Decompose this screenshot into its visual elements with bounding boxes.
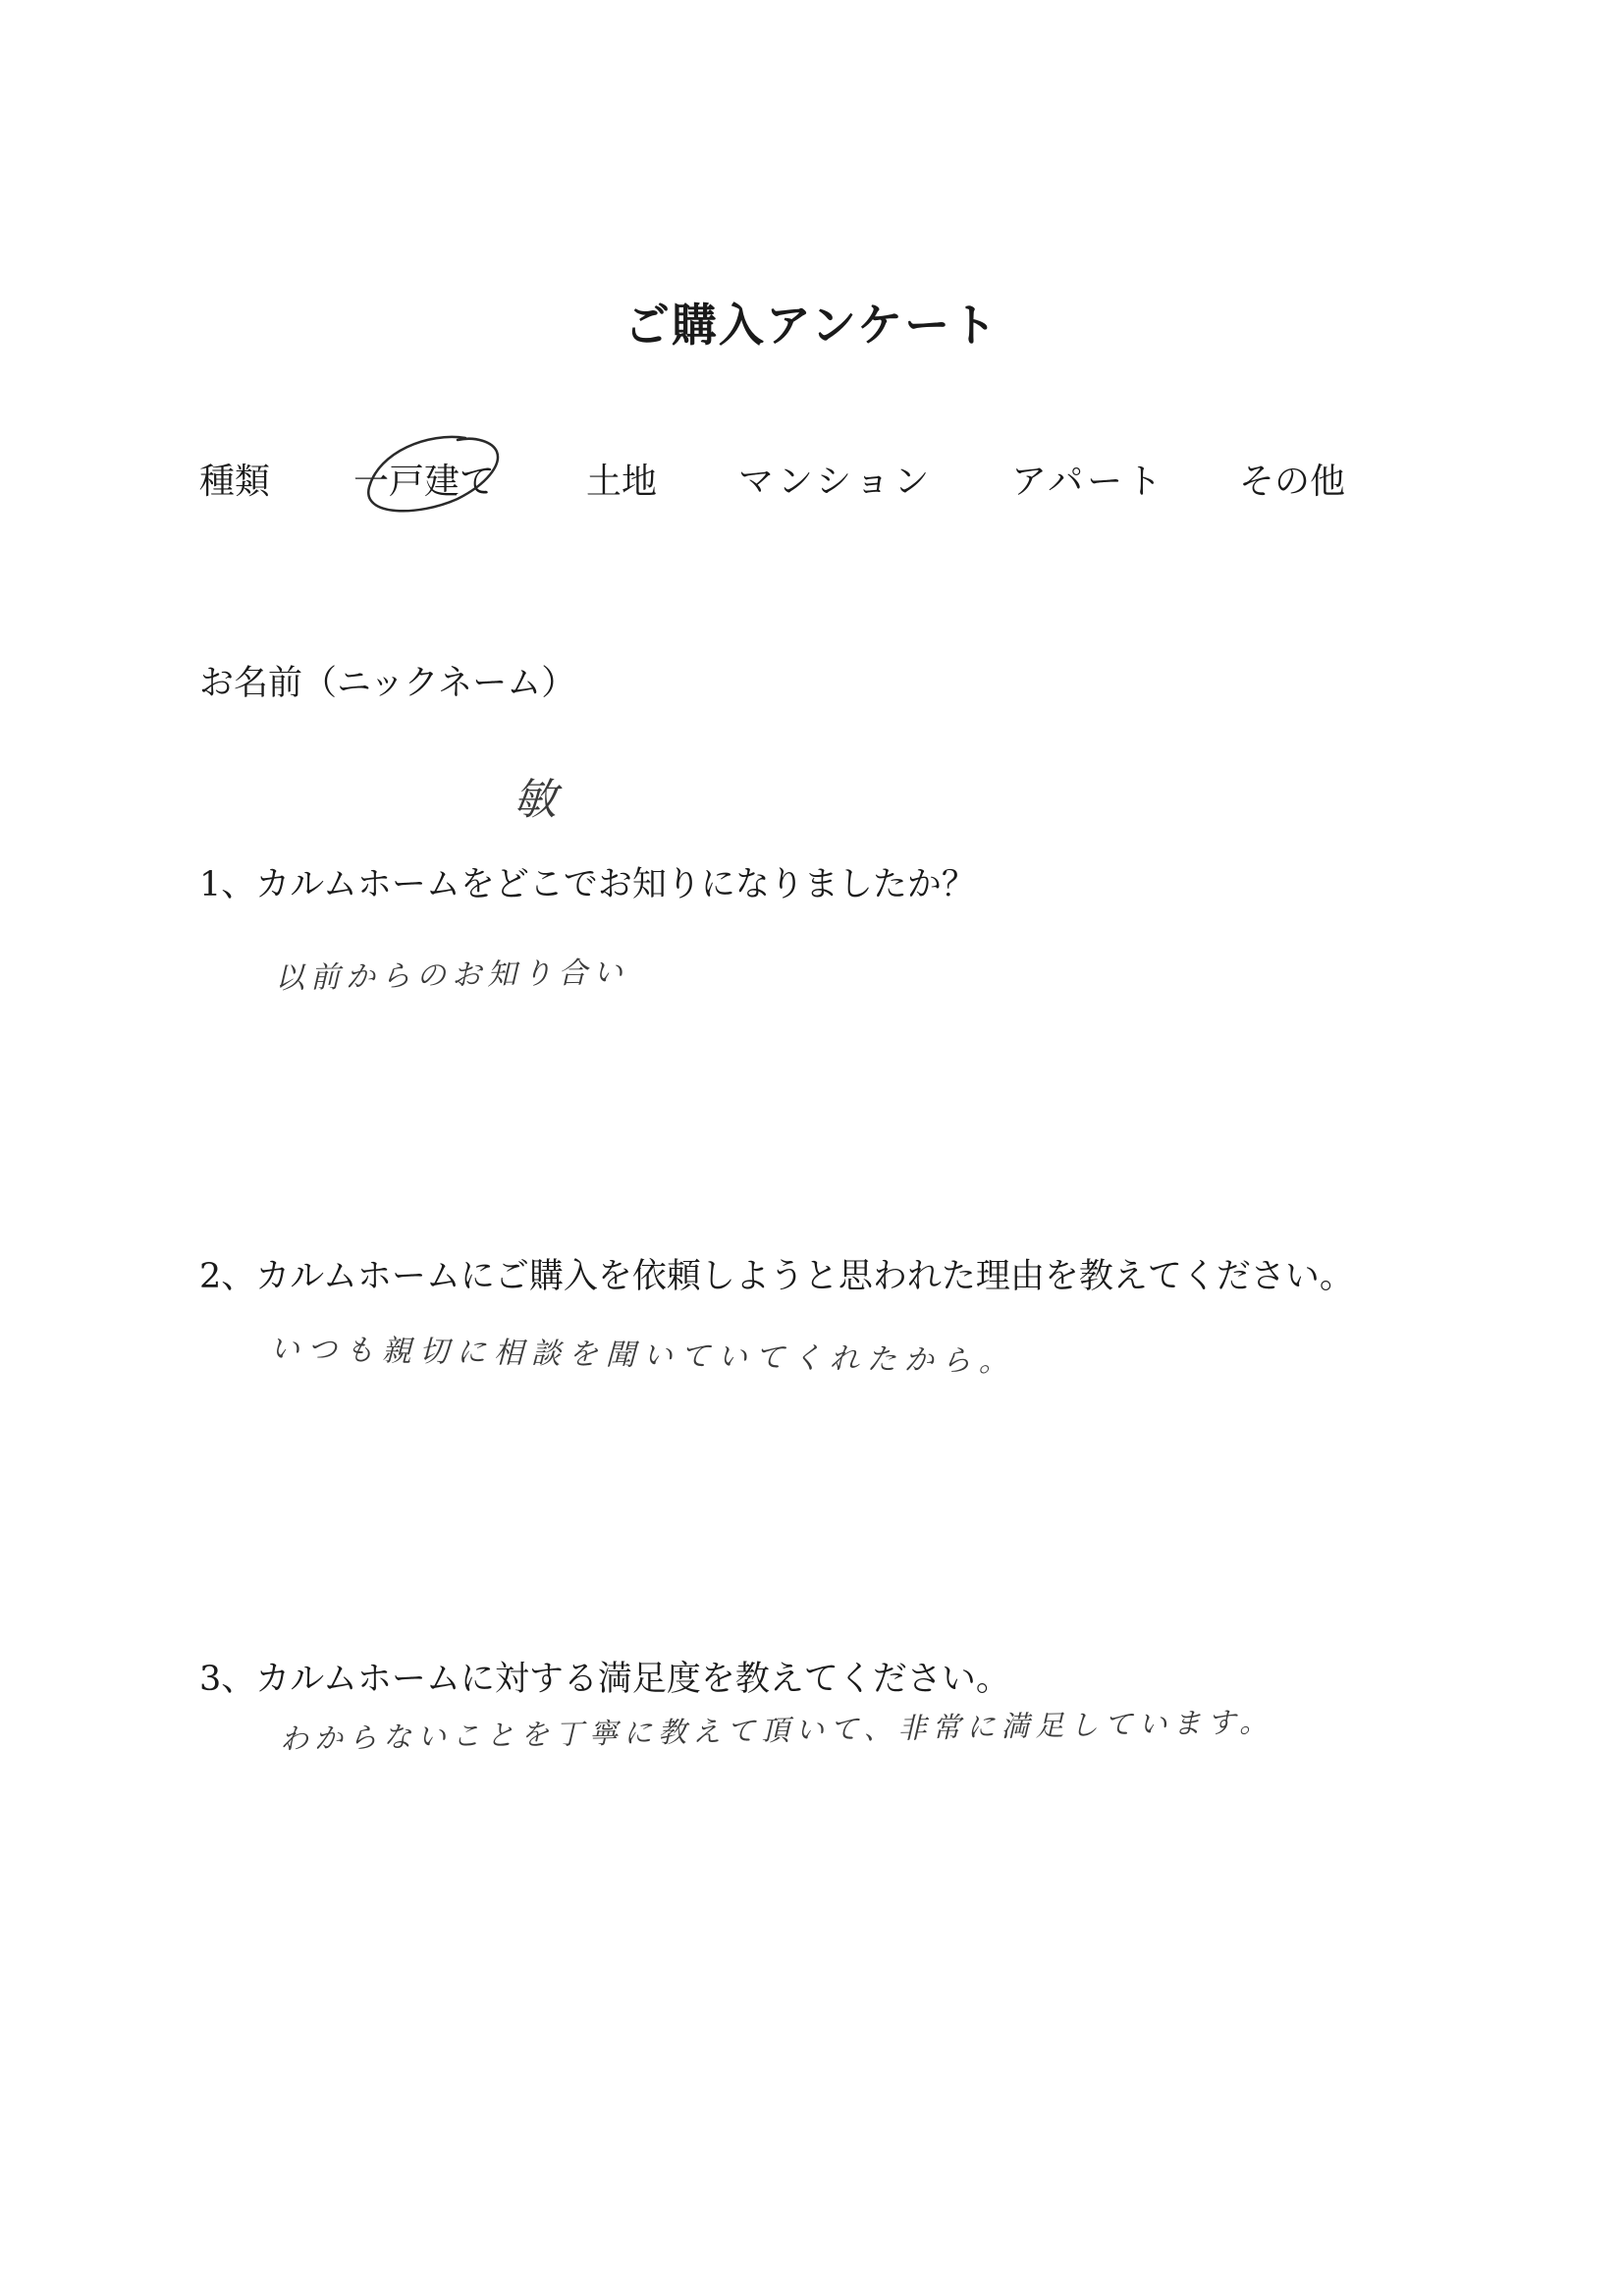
question-3: 3、カルムホームに対する満足度を教えてください。 <box>199 1660 1010 1699</box>
type-option-land[interactable]: 土地 <box>586 462 658 502</box>
type-option-condominium[interactable]: マンション <box>738 462 934 502</box>
answer-3: わからないことを丁寧に教えて頂いて、非常に満足しています。 <box>279 1705 1274 1756</box>
property-type-label: 種類 <box>199 462 271 502</box>
type-option-other[interactable]: その他 <box>1239 462 1346 502</box>
property-type-row <box>0 454 1623 513</box>
name-answer: 敏 <box>514 775 557 825</box>
type-option-detached-house[interactable]: 一戸建て <box>353 462 496 502</box>
answer-1: 以前からのお知り合い <box>274 955 629 997</box>
type-option-apartment[interactable]: アパート <box>1011 462 1166 502</box>
selection-circle-icon <box>359 430 507 528</box>
question-2: 2、カルムホームにご購入を依頼しようと思われた理由を教えてください。 <box>199 1257 1354 1296</box>
page-title: ご購入アンケート <box>623 299 1000 352</box>
answer-2: いつも親切に相談を聞いていてくれたから。 <box>269 1332 1017 1380</box>
question-1: 1、カルムホームをどこでお知りになりましたか？ <box>199 865 976 904</box>
name-question: お名前（ニックネーム） <box>199 664 576 703</box>
